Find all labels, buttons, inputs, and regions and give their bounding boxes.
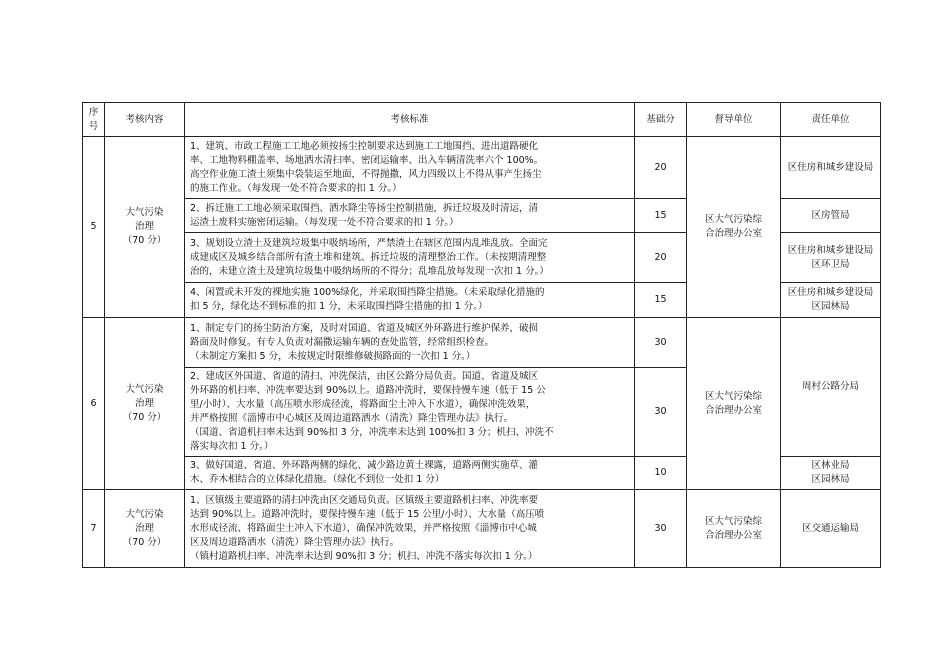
criterion-cell: 4、闲置或未开发的裸地实施 100%绿化，并采取围挡降尘措施。（未采取绿化措施的 扣 5 分，绿化达不到标准的扣 1 分，未采取围挡降尘措施的扣 1 分。） (185, 283, 635, 318)
criterion-cell: 1、区镇级主要道路的清扫冲洗由区交通局负责。区镇级主要道路机扫率、冲洗率要 达到 90%以上。道路冲洗时，要保持慢车速（低于 15 公里/小时）、大水量（高压喷 水形成径流、将路面尘土冲入下水道），确保冲洗效果，并严格按照《淄博市中心城 区及周边道路洒水（清洗）降尘管理办法》执行。 （镇村道路机扫率、冲洗率未达到 90%扣 3 分；机扫、冲洗不落实每次扣 1 分。） (185, 490, 635, 568)
header-seq: 序 号 (83, 103, 105, 137)
criterion-cell: 3、规划设立渣土及建筑垃圾集中吸纳场所，严禁渣土在辖区范围内乱堆乱放。全面完 成建成区及城乡结合部所有渣土堆和建筑、拆迁垃圾的清理整治工作。（未按期清理整 治的，未建立渣土及建筑垃圾集中吸纳场所的不得分；乱堆乱放每发现一次扣 1 分。） (185, 233, 635, 283)
score-cell: 20 (635, 233, 687, 283)
content-cell: 大气污染 治理 （70 分） (105, 318, 185, 490)
supervisor-cell: 区大气污染综 合治理办公室 (687, 318, 781, 490)
content-cell: 大气污染 治理 （70 分） (105, 137, 185, 318)
responsible-cell: 区住房和城乡建设局 (781, 137, 881, 199)
score-cell: 30 (635, 490, 687, 568)
supervisor-cell: 区大气污染综 合治理办公室 (687, 490, 781, 568)
responsible-cell: 周村公路分局 (781, 318, 881, 457)
table-row (83, 490, 881, 568)
header-content: 考核内容 (105, 103, 185, 137)
header-base-score: 基础分 (635, 103, 687, 137)
responsible-cell: 区交通运输局 (781, 490, 881, 568)
seq-cell: 7 (83, 490, 105, 568)
criterion-cell: 1、建筑、市政工程施工工地必须按扬尘控制要求达到施工工地围挡、进出道路硬化 率、工地物料棚盖率、场地洒水清扫率、密闭运输率、出入车辆清洗率六个 100%。 高空作业施工渣土须集中袋装运至地面，不得抛撒，风力四级以上不得从事产生扬尘 的施工作业。（每发现一处不符合要求的扣 1 分。） (185, 137, 635, 199)
seq-cell: 5 (83, 137, 105, 318)
table-row (83, 318, 881, 368)
criterion-cell: 2、建成区外国道、省道的清扫、冲洗保洁，由区公路分局负责。国道、省道及城区 外环路的机扫率、冲洗率要达到 90%以上。道路冲洗时，要保持慢车速（低于 15 公 里/小时）、大水量（高压喷水形成径流，将路面尘土冲入下水道），确保冲洗效果， 并严格按照《淄博市中心城区及周边道路洒水（清洗）降尘管理办法》执行。 （国道、省道机扫率未达到 90%扣 3 分，冲洗率未达到 100%扣 3 分；机扫、冲洗不 落实每次扣 1 分。） (185, 368, 635, 457)
score-cell: 30 (635, 368, 687, 457)
responsible-cell: 区房管局 (781, 199, 881, 233)
responsible-cell: 区住房和城乡建设局 区环卫局 (781, 233, 881, 283)
score-cell: 15 (635, 283, 687, 318)
responsible-cell: 区住房和城乡建设局 区园林局 (781, 283, 881, 318)
score-cell: 10 (635, 457, 687, 490)
header-row (83, 103, 881, 137)
header-supervisor: 督导单位 (687, 103, 781, 137)
supervisor-cell: 区大气污染综 合治理办公室 (687, 137, 781, 318)
header-standard: 考核标准 (185, 103, 635, 137)
seq-cell: 6 (83, 318, 105, 490)
content-cell: 大气污染 治理 （70 分） (105, 490, 185, 568)
criterion-cell: 2、拆迁施工工地必须采取围挡、洒水降尘等扬尘控制措施，拆迁垃圾及时清运，清 运渣土废料实施密闭运输。（每发现一处不符合要求的扣 1 分。） (185, 199, 635, 233)
criterion-cell: 3、做好国道、省道、外环路两侧的绿化、减少路边黄土裸露，道路两侧实施草、灌 木、乔木相结合的立体绿化措施。（绿化不到位一处扣 1 分） (185, 457, 635, 490)
table-row (83, 137, 881, 199)
score-cell: 20 (635, 137, 687, 199)
assessment-table (82, 102, 881, 568)
criterion-cell: 1、制定专门的扬尘防治方案，及时对国道、省道及城区外环路进行维护保养，破损 路面及时修复。有专人负责对漏撒运输车辆的查处监管，经常组织检查。 （未制定方案扣 5 分，未按规定时限维修破损路面的一次扣 1 分。） (185, 318, 635, 368)
header-responsible: 责任单位 (781, 103, 881, 137)
score-cell: 15 (635, 199, 687, 233)
responsible-cell: 区林业局 区园林局 (781, 457, 881, 490)
score-cell: 30 (635, 318, 687, 368)
